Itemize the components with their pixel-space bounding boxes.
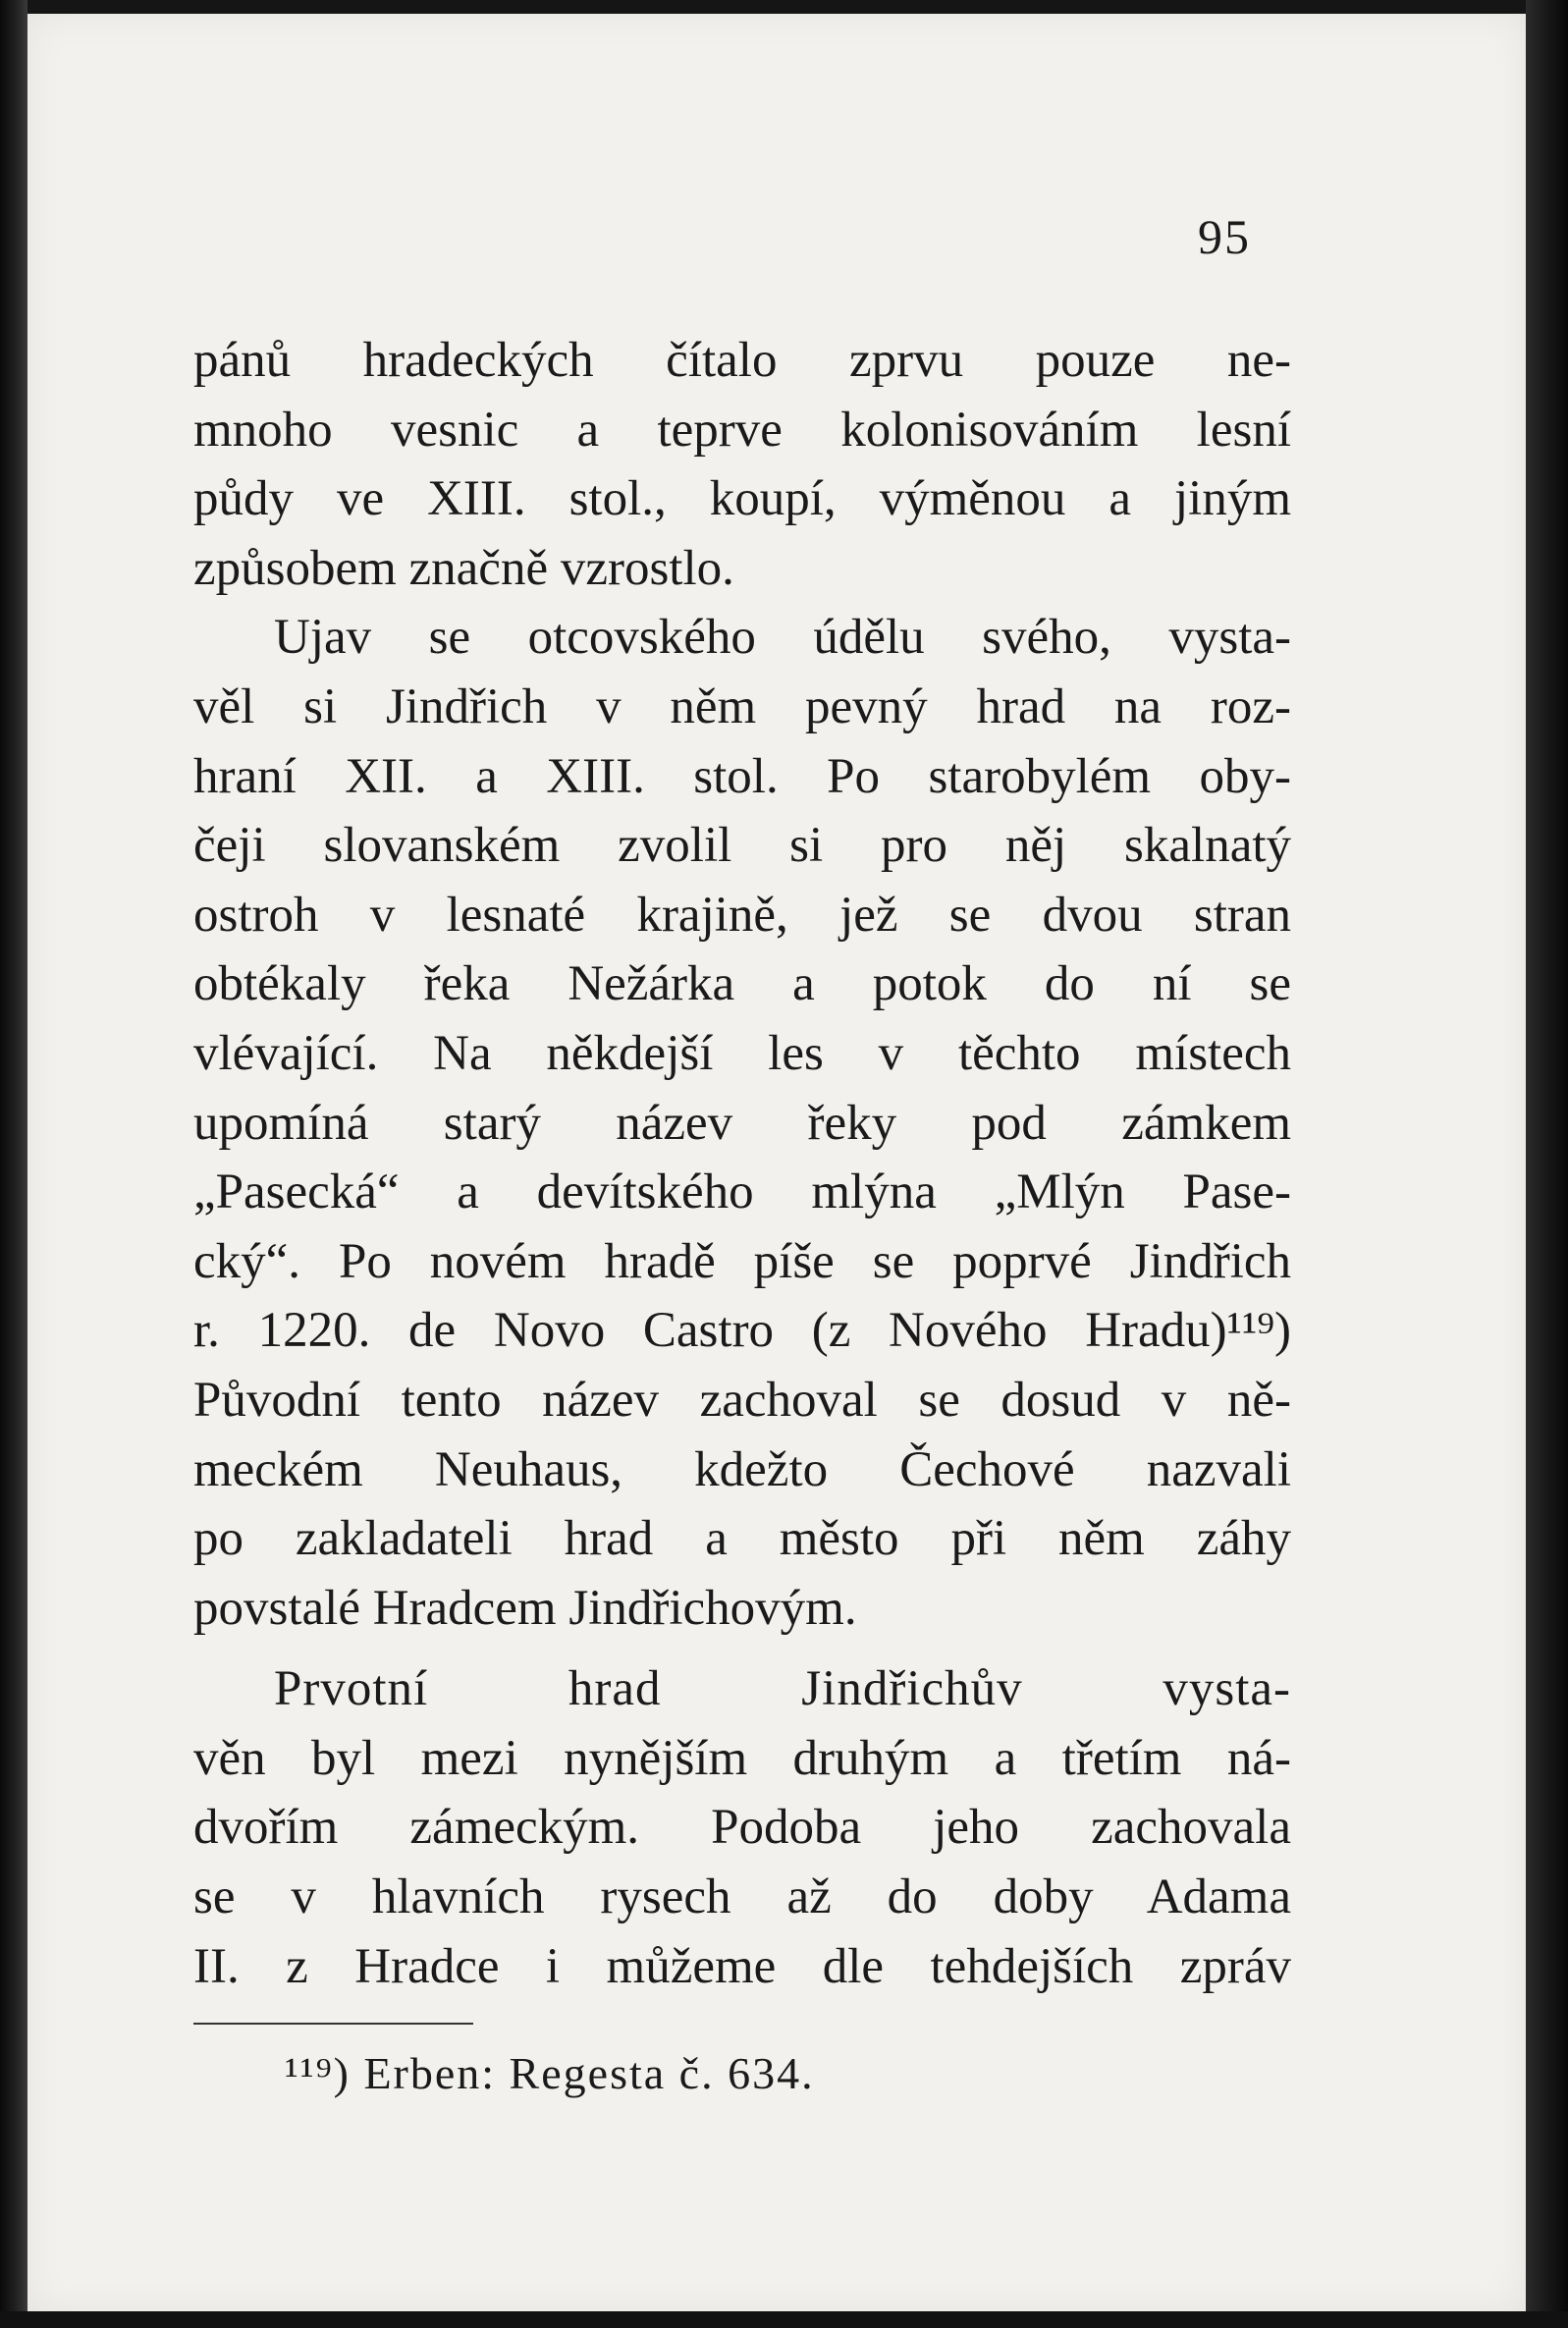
text-line: čeji slovanském zvolil si pro něj skalnatý bbox=[193, 818, 1291, 874]
text-line: vlévající. Na někdejší les v těchto místech bbox=[193, 1025, 1291, 1081]
text-line: Ujav se otcovského údělu svého, vysta- bbox=[274, 610, 1291, 666]
footnote: ¹¹⁹) Erben: Regesta č. 634. bbox=[285, 2048, 815, 2098]
body-text bbox=[193, 326, 1291, 2001]
text-line: meckém Neuhaus, kdežto Čechové nazvali bbox=[193, 1441, 1291, 1497]
text-line: II. z Hradce i můžeme dle tehdejších zpráv bbox=[193, 1938, 1291, 1994]
text-line: ostroh v lesnaté krajině, jež se dvou stran bbox=[193, 887, 1291, 943]
text-line: upomíná starý název řeky pod zámkem bbox=[193, 1095, 1291, 1151]
page-number: 95 bbox=[1198, 209, 1251, 264]
text-line: cký“. Po novém hradě píše se poprvé Jindřich bbox=[193, 1233, 1291, 1289]
scan-left-edge bbox=[0, 0, 27, 2328]
scan-top-edge bbox=[0, 0, 1568, 14]
text-line: hraní XII. a XIII. stol. Po starobylém oby- bbox=[193, 748, 1291, 804]
text-line: věl si Jindřich v něm pevný hrad na roz- bbox=[193, 678, 1291, 734]
text-line: povstalé Hradcem Jindřichovým. bbox=[193, 1580, 857, 1636]
text-line: r. 1220. de Novo Castro (z Nového Hradu)¹¹⁹) bbox=[193, 1303, 1291, 1359]
text-line: Prvotní hrad Jindřichův vysta- bbox=[274, 1661, 1291, 1717]
scan-right-edge bbox=[1526, 0, 1568, 2328]
text-line: mnoho vesnic a teprve kolonisováním lesní bbox=[193, 402, 1291, 458]
paragraph bbox=[193, 326, 1291, 603]
text-line: dvořím zámeckým. Podoba jeho zachovala bbox=[193, 1800, 1291, 1856]
text-line: obtékaly řeka Nežárka a potok do ní se bbox=[193, 956, 1291, 1012]
text-line: „Pasecká“ a devítského mlýna „Mlýn Pase- bbox=[193, 1164, 1291, 1220]
text-line: Původní tento název zachoval se dosud v ně- bbox=[193, 1372, 1291, 1428]
text-line: pánů hradeckých čítalo zprvu pouze ne- bbox=[193, 333, 1291, 388]
text-line: způsobem značně vzrostlo. bbox=[193, 540, 734, 596]
scan-bottom-edge bbox=[0, 2311, 1568, 2328]
paragraph-gap bbox=[193, 1643, 1291, 1654]
text-line: věn byl mezi nynějším druhým a třetím ná- bbox=[193, 1730, 1291, 1786]
text-line: půdy ve XIII. stol., koupí, výměnou a jiným bbox=[193, 471, 1291, 527]
text-line: po zakladateli hrad a město při něm záhy bbox=[193, 1511, 1291, 1567]
text-line: se v hlavních rysech až do doby Adama bbox=[193, 1869, 1291, 1925]
paragraph bbox=[193, 1654, 1291, 2001]
paragraph bbox=[193, 603, 1291, 1643]
footnote-rule bbox=[193, 2023, 473, 2025]
